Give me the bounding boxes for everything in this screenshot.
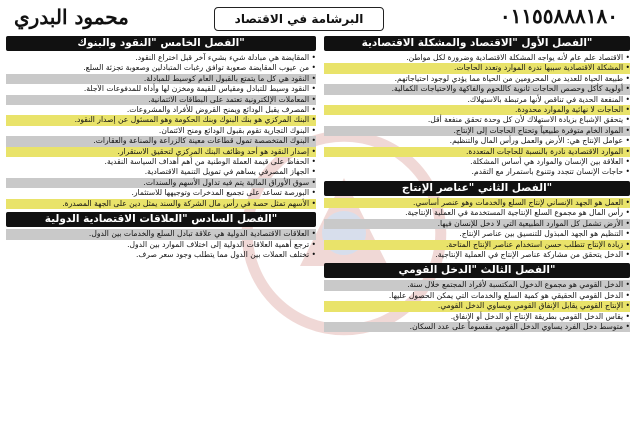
text-line: • المقايضة هي مبادلة شيء بشيء آخر قبل اختراع النقود. <box>135 53 316 62</box>
right-column <box>324 33 630 429</box>
text-line: • سوق الأوراق المالية يتم فيه تداول الأسهم والسندات. <box>6 178 316 188</box>
text-line: • الأرض تشمل كل الموارد الطبيعية التي لا دخل للإنسان فيها. <box>324 219 630 229</box>
section-5-heading: الفصل الخامس "النقود والبنوك" <box>6 36 316 51</box>
text-line: • النقود وسيط للتبادل ومقياس للقيمة ومخزن لها وأداة للمدفوعات الآجلة. <box>83 84 316 94</box>
text-line: • العلاقات الاقتصادية الدولية هي علاقة تبادل السلع والخدمات بين الدول. <box>6 229 316 239</box>
text-line: • البورصة تساعد على تجميع المدخرات وتوجيهها للاستثمار. <box>131 188 316 198</box>
section-1-body <box>324 53 630 178</box>
text-line: • المنفعة الحدية في تناقص لأنها مرتبطة بالاستهلاك. <box>467 94 630 104</box>
text-line: • من عيوب المقايضة صعوبة توافق رغبات المتبادلين وصعوبة تجزئة السلع. <box>83 63 316 73</box>
text-line: • النقود هي كل ما يتمتع بالقبول العام كوسيط للمبادلة. <box>6 74 316 84</box>
text-line: • الجهاز المصرفي يساهم في تمويل التنمية الاقتصادية. <box>144 167 316 177</box>
text-line: • الحفاظ على قيمة العملة الوطنية من أهم أهداف السياسة النقدية. <box>104 157 316 167</box>
phone-number: ٠١١٥٥٨٨٨١٨٠ <box>499 4 618 28</box>
text-line: • العلاقة بين الإنسان والموارد هي أساس المشكلة. <box>470 157 630 167</box>
text-line: • الدخل القومي الحقيقي هو كمية السلع والخدمات التي يمكن الحصول عليها. <box>388 290 630 300</box>
text-line: • رأس المال هو مجموع السلع الإنتاجية المستخدمة في العملية الإنتاجية. <box>405 208 630 218</box>
text-line: • العمل هو الجهد الإنساني لإنتاج السلع والخدمات وهو عنصر أساسي. <box>324 198 630 208</box>
text-line: • الدخل يتحقق من مشاركة عناصر الإنتاج في العملية الإنتاجية. <box>435 249 630 259</box>
text-line: • ترجع أهمية العلاقات الدولية إلى اختلاف الموارد بين الدول. <box>127 239 316 249</box>
left-column <box>6 33 316 429</box>
text-line: • الأسهم تمثل حصة في رأس مال الشركة والسند يمثل دين على الجهة المصدرة. <box>6 199 316 209</box>
text-line: • حاجات الإنسان تتجدد وتتنوع باستمرار مع التقدم. <box>471 167 630 177</box>
text-line: • متوسط دخل الفرد يساوي الدخل القومي مقسوماً على عدد السكان. <box>324 322 630 332</box>
document-title: البرشامة في الاقتصاد <box>214 7 384 31</box>
page-header <box>4 3 632 33</box>
section-1-heading: الفصل الأول "الاقتصاد والمشكلة الاقتصادية" <box>324 36 630 51</box>
text-line: • المصرف يقبل الودائع ويمنح القروض للأفراد والمشروعات. <box>126 105 316 115</box>
document-page <box>4 3 632 429</box>
section-6-heading: الفصل السادس "العلاقات الاقتصادية الدولية" <box>6 212 316 227</box>
text-line: • المعاملات الإلكترونية تعتمد على البطاقات الائتمانية. <box>6 95 316 105</box>
text-line: • طبيعة الحياة للعديد من المحرومين من الحياة مما يؤدي لوجود احتياجاتهم. <box>394 73 630 83</box>
text-line: • التنظيم هو الجهد المبذول للتنسيق بين عناصر الإنتاج. <box>459 229 630 239</box>
text-line: • تختلف العملات بين الدول مما يتطلب وجود سعر صرف. <box>135 249 316 259</box>
text-line: • يتحقق الإشباع بزيادة الاستهلاك لأن كل وحدة تحقق منفعة أقل. <box>427 115 630 125</box>
text-line: • الحاجات لا نهائية والموارد محدودة. <box>324 105 630 115</box>
text-line: • زيادة الإنتاج تتطلب حسن استخدام عناصر الإنتاج المتاحة. <box>324 240 630 250</box>
text-line: • البنوك المتخصصة تمول قطاعات معينة كالزراعة والصناعة والعقارات. <box>6 136 316 146</box>
text-line: • الدخل القومي هو مجموع الدخول المكتسبة لأفراد المجتمع خلال سنة. <box>324 280 630 290</box>
section-5-body <box>6 53 316 209</box>
text-line: • إصدار النقود هو أحد وظائف البنك المركزي لتحقيق الاستقرار. <box>6 147 316 157</box>
text-line: • عوامل الإنتاج هي: الأرض والعمل ورأس المال والتنظيم. <box>449 136 630 146</box>
text-line: • البنوك التجارية تقوم بقبول الودائع ومنح الائتمان. <box>158 125 316 135</box>
text-line: • المشكلة الاقتصادية سببها ندرة الموارد وتعدد الحاجات. <box>324 63 630 73</box>
text-line: • المواد الخام متوفرة طبيعياً وتحتاج الحاجات إلى الإنتاج. <box>324 126 630 136</box>
section-3-heading: الفصل الثالث "الدخل القومي" <box>324 263 630 278</box>
section-6-body <box>6 229 316 260</box>
section-2-heading: الفصل الثاني "عناصر الإنتاج" <box>324 181 630 196</box>
section-2-body <box>324 198 630 260</box>
section-3-body <box>324 280 630 332</box>
text-line: • الإنتاج القومي يقابل الإنفاق القومي ويساوي الدخل القومي. <box>324 301 630 311</box>
text-line: • يقاس الدخل القومي بطريقة الإنتاج أو الدخل أو الإنفاق. <box>450 311 630 321</box>
text-line: • أولوية كأكل وحصص الحاجات ثانوية كاللحوم والفاكهة والاحتياجات الكمالية. <box>324 84 630 94</box>
author-name: محمود البدري <box>14 5 129 29</box>
text-line: • الموارد الاقتصادية نادرة بالنسبة للحاجات المتعددة. <box>324 147 630 157</box>
text-line: • الاقتصاد علم عام لأنه يواجه المشكلة الاقتصادية وضرورة لكل مواطن. <box>406 53 630 62</box>
text-line: • البنك المركزي هو بنك البنوك وبنك الحكومة وهو المسئول عن إصدار النقود. <box>6 115 316 125</box>
